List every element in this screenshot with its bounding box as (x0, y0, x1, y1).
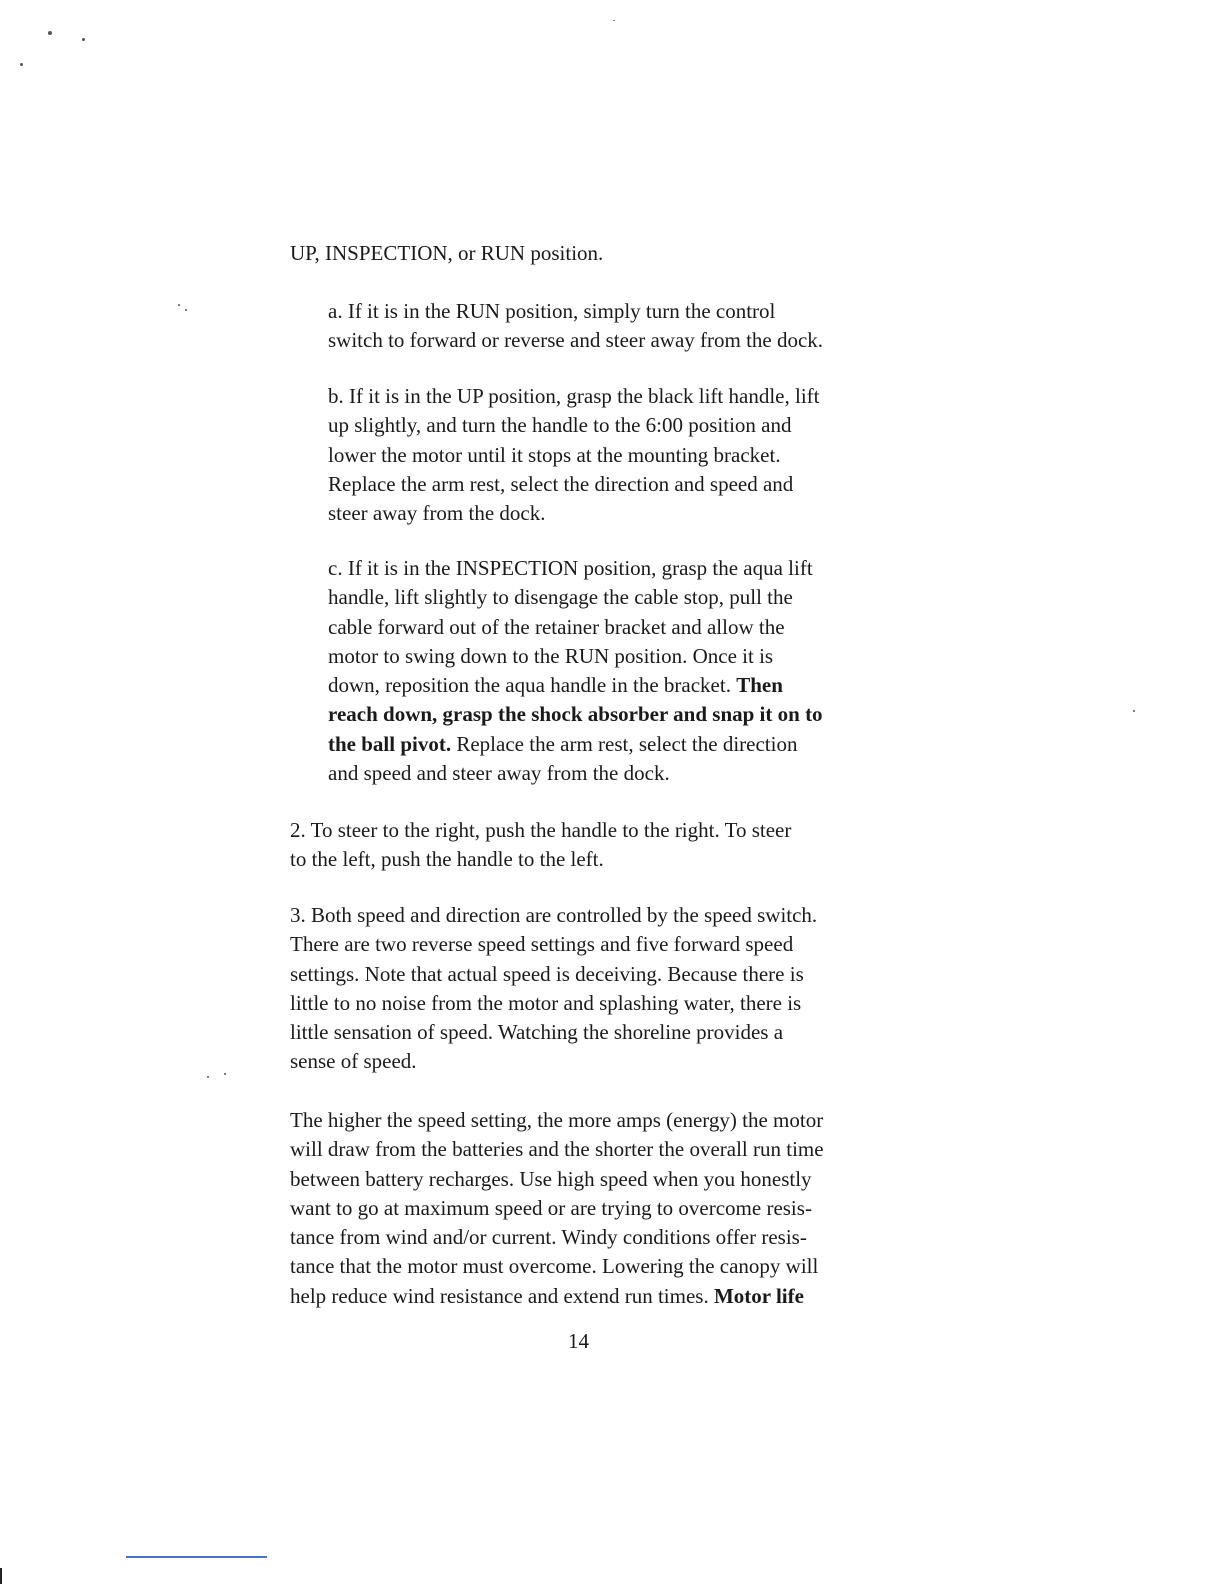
step-b: b. If it is in the UP position, grasp the black lift handle, lift up slightly, and turn the handle to the 6:00 position and lower the motor until it stops at the mounting bracket. Replace the arm rest, select the direction and speed and steer away from the dock. (328, 384, 820, 526)
speed-paragraph-line7: help reduce wind resistance and extend run times. Motor life (290, 1283, 804, 1308)
scan-speck (613, 20, 615, 21)
scan-speck (20, 63, 23, 66)
step-c-line5: down, reposition the aqua handle in the bracket. Then (328, 673, 783, 698)
continuation-line: UP, INSPECTION, or RUN position. (290, 241, 604, 265)
step-a: a. If it is in the RUN position, simply turn the control switch to forward or reverse and steer away from the dock. (328, 299, 824, 353)
page-number: 14 (568, 1329, 589, 1353)
scan-speck (178, 304, 180, 306)
scan-edge-mark (0, 1568, 2, 1584)
scan-speck (207, 1076, 209, 1078)
footer-rule (126, 1556, 267, 1558)
step-c-line7: the ball pivot. Replace the arm rest, select the direction (328, 731, 798, 756)
scan-speck (82, 38, 85, 41)
item-2: 2. To steer to the right, push the handle to the right. To steer to the left, push the handle to the left. (290, 818, 792, 872)
scan-speck (185, 309, 187, 311)
item-3: 3. Both speed and direction are controlled by the speed switch. There are two reverse speed settings and five forward speed settings. Note that actual speed is deceiving. Because there is little to no noise from the motor and splashing water, there is little sensation of speed. Watching the shoreline provides a sense of speed. (290, 903, 818, 1074)
speed-paragraph: The higher the speed setting, the more amps (energy) the motor will draw from the batteries and the shorter the overall run time between battery recharges. Use high speed when you honestly want to go at maximum speed or are trying to overcome resis- tance from wind and/or current. Windy conditions offer resis- tance that the motor must overcome. Lowering the canopy will help reduce wind resistance and extend run times. Motor life (290, 1106, 824, 1311)
scan-speck (1133, 710, 1135, 712)
step-c: c. If it is in the INSPECTION position, grasp the aqua lift handle, lift slightly to disengage the cable stop, pull the cable forward out of the retainer bracket and allow the motor to swing down to the RUN position. Once it is down, reposition the aqua handle in the bracket. Then reach down, grasp the shock absorber and snap it on to the ball pivot. Replace the arm rest, select the direction and speed and steer away from the dock. (328, 556, 823, 786)
step-c-line6: reach down, grasp the shock absorber and snap it on to (328, 702, 823, 727)
scan-speck (224, 1073, 226, 1075)
scan-speck (48, 31, 52, 35)
